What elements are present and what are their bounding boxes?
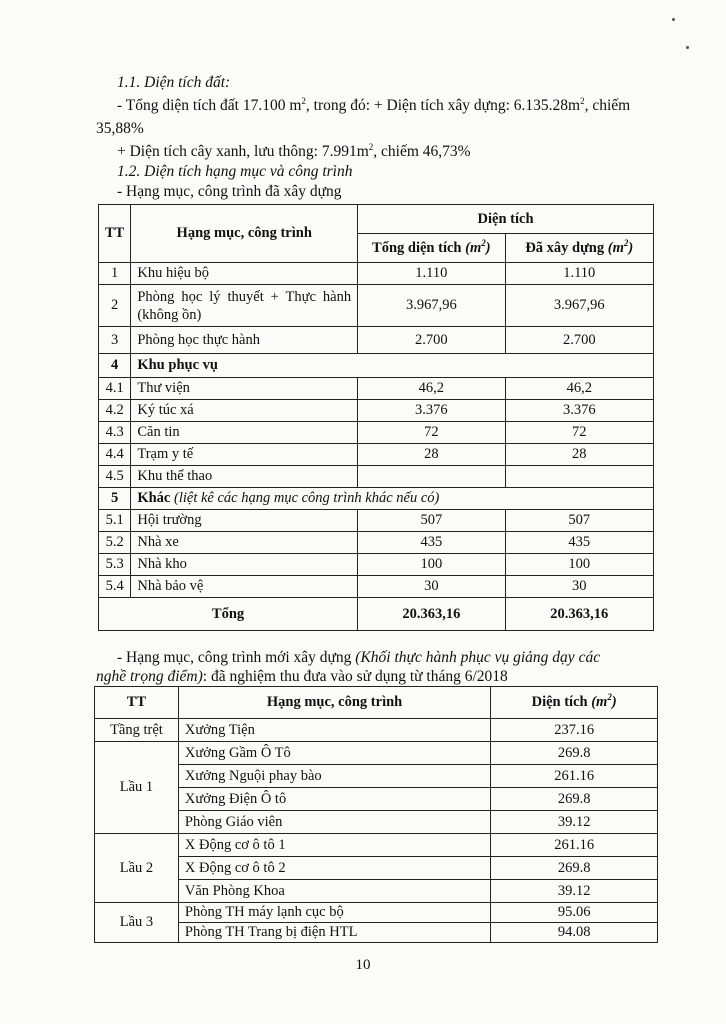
- table-row: 5.3 Nhà kho 100 100: [99, 554, 654, 576]
- table-row: 4.5 Khu thể thao: [99, 466, 654, 488]
- table-row: 1 Khu hiệu bộ 1.110 1.110: [99, 263, 654, 285]
- table-row: Lầu 1 Xưởng Gầm Ô Tô 269.8: [95, 742, 658, 765]
- table-row: 4.2 Ký túc xá 3.376 3.376: [99, 400, 654, 422]
- heading-land-area: 1.1. Diện tích đất:: [117, 74, 231, 91]
- new-items-table: [94, 686, 658, 943]
- col-header-tt: TT: [95, 687, 179, 719]
- table-row-group-other: 5 Khác (liệt kê các hạng mục công trình khác nếu có): [99, 488, 654, 510]
- col-header-item: Hạng mục, công trình: [131, 205, 358, 263]
- table-row: 3 Phòng học thực hành 2.700 2.700: [99, 327, 654, 354]
- heading-items-area: 1.2. Diện tích hạng mục và công trình: [117, 163, 353, 180]
- table-row: Lầu 2 X Động cơ ô tô 1 261.16: [95, 834, 658, 857]
- table-row: 4.3 Căn tin 72 72: [99, 422, 654, 444]
- scan-speck: [686, 46, 689, 49]
- table-row: 4.4 Trạm y tế 28 28: [99, 444, 654, 466]
- table-row: Xưởng Nguội phay bào 261.16: [95, 765, 658, 788]
- col-header-area: Diện tích $(m^2)$: [491, 687, 658, 719]
- col-header-built-area: Đã xây dựng $(m^2)$: [505, 234, 653, 263]
- table-row: Tầng trệt Xưởng Tiện 237.16: [95, 719, 658, 742]
- table-row: 4.1 Thư viện 46,2 46,2: [99, 378, 654, 400]
- table-row: Phòng TH Trang bị điện HTL 94.08: [95, 923, 658, 943]
- scan-speck: [672, 18, 675, 21]
- total-land-line: - Tổng diện tích đất 17.100 $m^2$, trong đó: + Diện tích xây dựng: $6.135.28m^2$, chiếm: [117, 95, 631, 114]
- table-row: Văn Phòng Khoa 39.12: [95, 880, 658, 903]
- page-number: 10: [355, 957, 371, 973]
- green-area-line: + Diện tích cây xanh, lưu thông: $7.991m^2$, chiếm 46,73%: [117, 141, 471, 160]
- table-row: Lầu 3 Phòng TH máy lạnh cục bộ 95.06: [95, 903, 658, 923]
- col-header-area: Diện tích: [358, 205, 654, 234]
- built-items-table: [98, 204, 654, 631]
- table-row: 5.2 Nhà xe 435 435: [99, 532, 654, 554]
- table-row: X Động cơ ô tô 2 269.8: [95, 857, 658, 880]
- new-items-line-1: - Hạng mục, công trình mới xây dựng (Khối thực hành phục vụ giảng dạy các: [117, 649, 601, 666]
- col-header-item: Hạng mục, công trình: [178, 687, 490, 719]
- total-land-wrap: 35,88%: [96, 120, 144, 137]
- table-row-group-service: 4 Khu phục vụ: [99, 354, 654, 378]
- new-items-line-2: nghề trọng điểm): đã nghiệm thu đưa vào sử dụng từ tháng 6/2018: [96, 668, 508, 685]
- table-total-row: Tổng 20.363,16 20.363,16: [99, 598, 654, 631]
- table-row: 2 Phòng học lý thuyết + Thực hành (không ồn) 3.967,96 3.967,96: [99, 285, 654, 327]
- col-header-total-area: Tổng diện tích $(m^2)$: [358, 234, 505, 263]
- table-row: 5.1 Hội trường 507 507: [99, 510, 654, 532]
- col-header-tt: TT: [99, 205, 131, 263]
- built-items-label: - Hạng mục, công trình đã xây dựng: [117, 183, 342, 200]
- table-row: Phòng Giáo viên 39.12: [95, 811, 658, 834]
- table-row: Xưởng Điện Ô tô 269.8: [95, 788, 658, 811]
- table-row: 5.4 Nhà bảo vệ 30 30: [99, 576, 654, 598]
